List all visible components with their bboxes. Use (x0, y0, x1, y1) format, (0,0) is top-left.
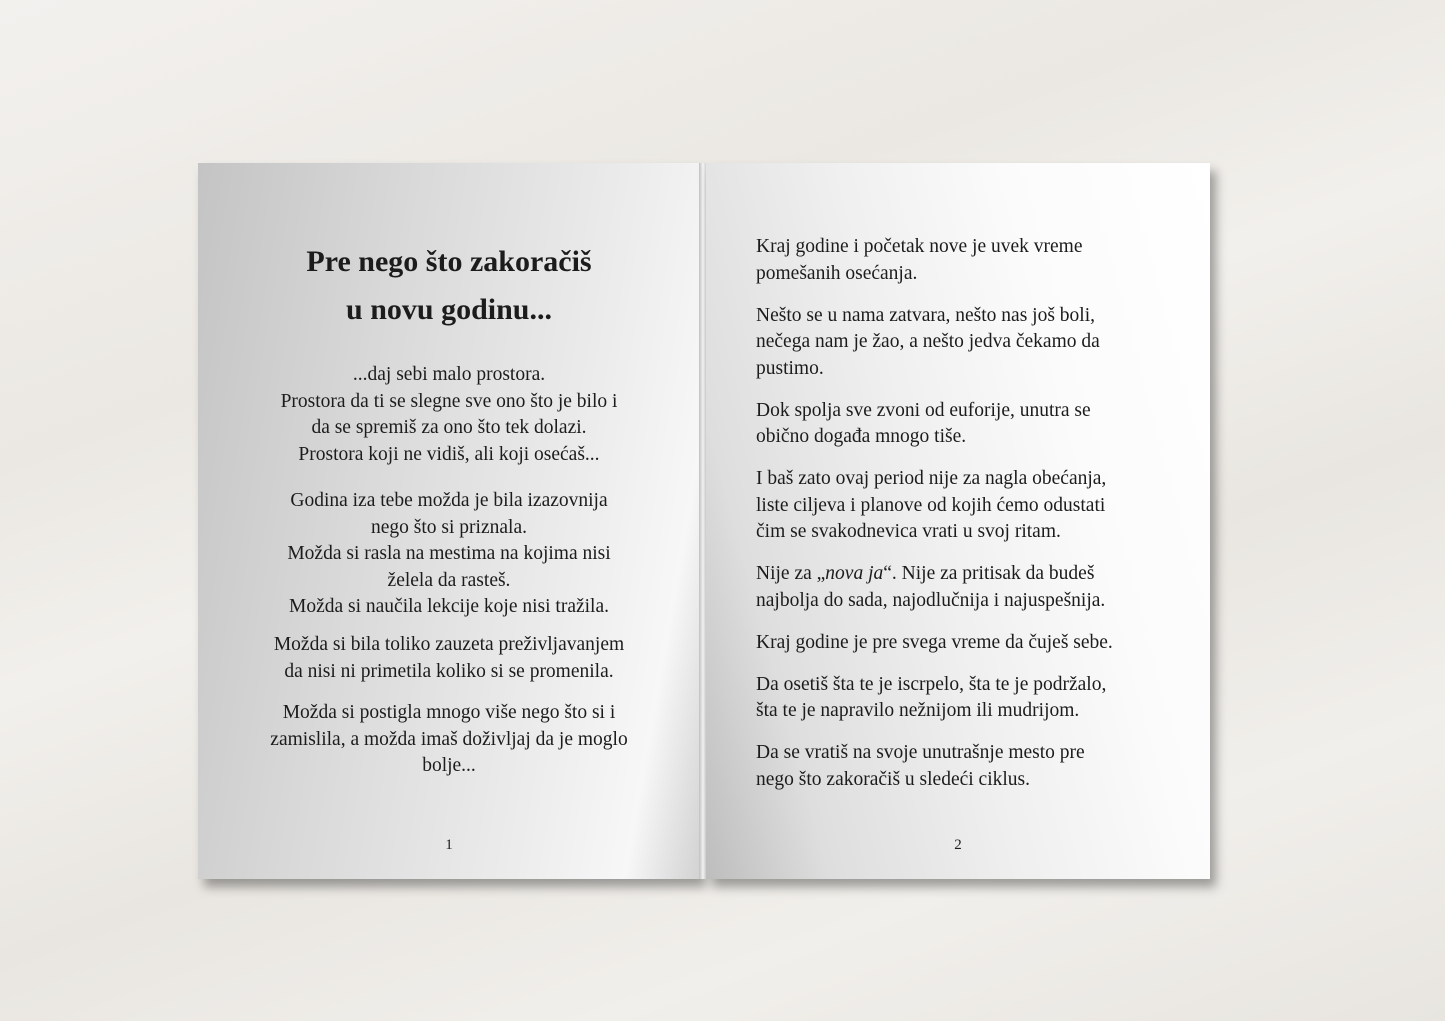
paragraph (218, 632, 680, 685)
text-fragment: Nije za „ (756, 563, 826, 584)
body-text (756, 234, 1190, 809)
text-line: nečega nam je žao, a nešto jedva čekamo da (756, 331, 1100, 352)
text-line: Prostora koji ne vidiš, ali koji osećaš... (298, 443, 600, 465)
text-line: bolje... (422, 755, 476, 776)
italic-phrase: nova ja (825, 563, 884, 584)
title-line: Pre nego što zakoračiš (306, 245, 592, 278)
paragraph (756, 398, 1190, 451)
paragraph (756, 303, 1190, 383)
text-line: obično događa mnogo tiše. (756, 426, 967, 447)
text-line: Kraj godine i početak nove je uvek vreme (756, 236, 1083, 257)
text-line: zamislila, a možda imaš doživljaj da je moglo (270, 728, 628, 750)
text-line: Prostora da ti se slegne sve ono što je bilo i (280, 390, 618, 412)
text-line: nego što zakoračiš u sledeći ciklus. (756, 768, 1030, 790)
text-line: da nisi ni primetila koliko si se promenila. (284, 660, 614, 682)
paragraph (756, 630, 1190, 657)
text-line: Godina iza tebe možda je bila izazovnija (290, 490, 608, 511)
paragraph (218, 700, 680, 780)
text-line: Kraj godine je pre svega vreme da čuješ sebe. (756, 631, 1113, 653)
page-number: 1 (445, 837, 453, 853)
text-line: čim se svakodnevica vrati u svoj ritam. (756, 521, 1061, 542)
text-line: Možda si postigla mnogo više nego što si i (282, 702, 616, 723)
text-line: Dok spolja sve zvoni od euforije, unutra se (756, 399, 1091, 421)
left-page (198, 163, 700, 879)
paragraph (756, 561, 1190, 614)
text-line: želela da rasteš. (387, 569, 511, 591)
text-fragment: “. Nije za pritisak da budeš (883, 563, 1095, 584)
text-line: šta te je napravilo nežnijom ili mudrijom. (756, 700, 1080, 721)
text-line: Možda si bila toliko zauzeta preživljavanjem (273, 634, 625, 655)
text-line: ...daj sebi malo prostora. (352, 364, 546, 385)
text-line: najbolja do sada, najodlučnija i najuspešnija. (756, 589, 1106, 611)
paragraph (756, 234, 1190, 287)
paragraph (756, 672, 1190, 725)
text-line: liste ciljeva i planove od kojih ćemo odustati (756, 494, 1106, 516)
paragraph (218, 362, 680, 468)
text-line: da se spremiš za ono što tek dolazi. (311, 417, 587, 438)
text-line: I baš zato ovaj period nije za nagla obećanja, (756, 468, 1107, 489)
text-line: Nešto se u nama zatvara, nešto nas još boli, (756, 304, 1095, 326)
right-page (706, 163, 1210, 879)
text-line: pustimo. (756, 357, 824, 379)
text-line: Možda si naučila lekcije koje nisi tražila. (288, 596, 609, 617)
page-number: 2 (954, 837, 962, 853)
text-line: pomešanih osećanja. (756, 262, 918, 284)
text-line: Da osetiš šta te je iscrpelo, šta te je podržalo, (756, 673, 1107, 695)
text-line (756, 561, 1190, 588)
text-line: nego što si priznala. (371, 516, 527, 538)
page-title (198, 238, 700, 334)
paragraph (756, 466, 1190, 546)
paragraph (756, 740, 1190, 793)
text-line: Da se vratiš na svoje unutrašnje mesto pre (756, 742, 1085, 763)
title-line: u novu godinu... (346, 293, 552, 326)
paragraph (218, 488, 680, 621)
text-line: Možda si rasla na mestima na kojima nisi (287, 543, 611, 564)
